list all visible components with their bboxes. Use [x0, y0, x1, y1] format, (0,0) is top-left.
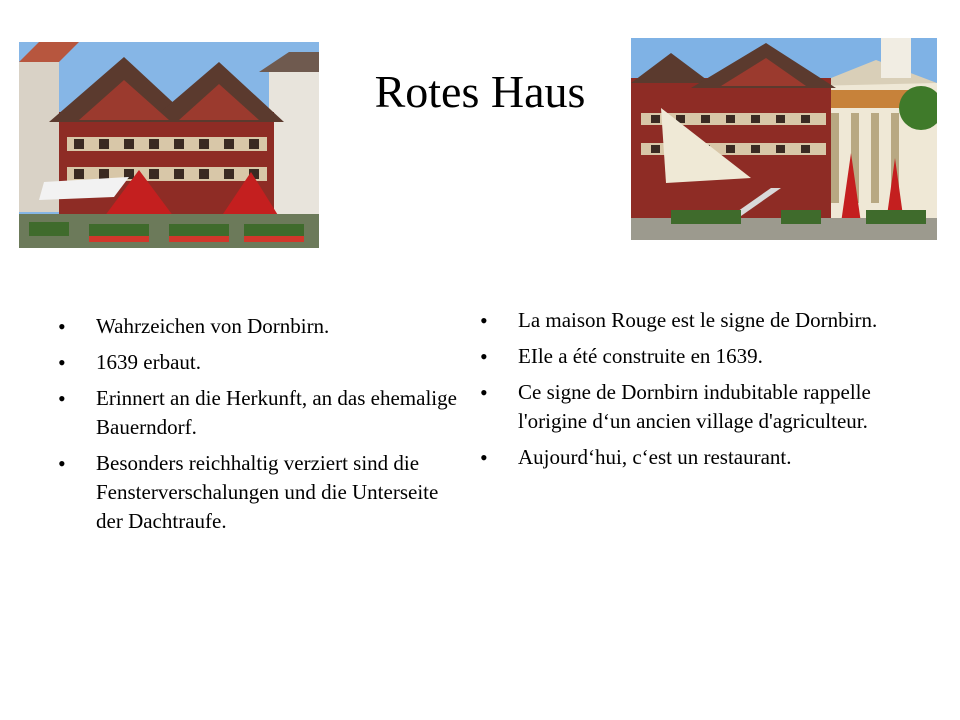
german-bullet-list — [58, 312, 470, 543]
french-bullet-2: • EIle a été construite en 1639. — [480, 342, 900, 371]
german-bullet-3: • Erinnert an die Herkunft, an das ehemalige Bauerndorf. — [58, 384, 470, 442]
french-bullet-3: • Ce signe de Dornbirn indubitable rappelle l'origine d‘un ancien village d'agriculteur. — [480, 378, 900, 436]
german-bullet-4: • Besonders reichhaltig verziert sind die Fensterverschalungen und die Unterseite der Dachtraufe. — [58, 449, 470, 536]
german-bullet-1: • Wahrzeichen von Dornbirn. — [58, 312, 470, 341]
rotes-haus-photo-right — [631, 38, 937, 240]
french-bullet-1: • La maison Rouge est le signe de Dornbirn. — [480, 306, 900, 335]
german-bullet-2: • 1639 erbaut. — [58, 348, 470, 377]
french-bullet-4: • Aujourd‘hui, c‘est un restaurant. — [480, 443, 900, 472]
slide-title: Rotes Haus — [374, 66, 586, 117]
rotes-haus-illustration-right — [631, 38, 937, 240]
french-bullet-list — [480, 306, 900, 479]
rotes-haus-illustration-left — [19, 42, 319, 248]
rotes-haus-photo-left — [19, 42, 319, 248]
